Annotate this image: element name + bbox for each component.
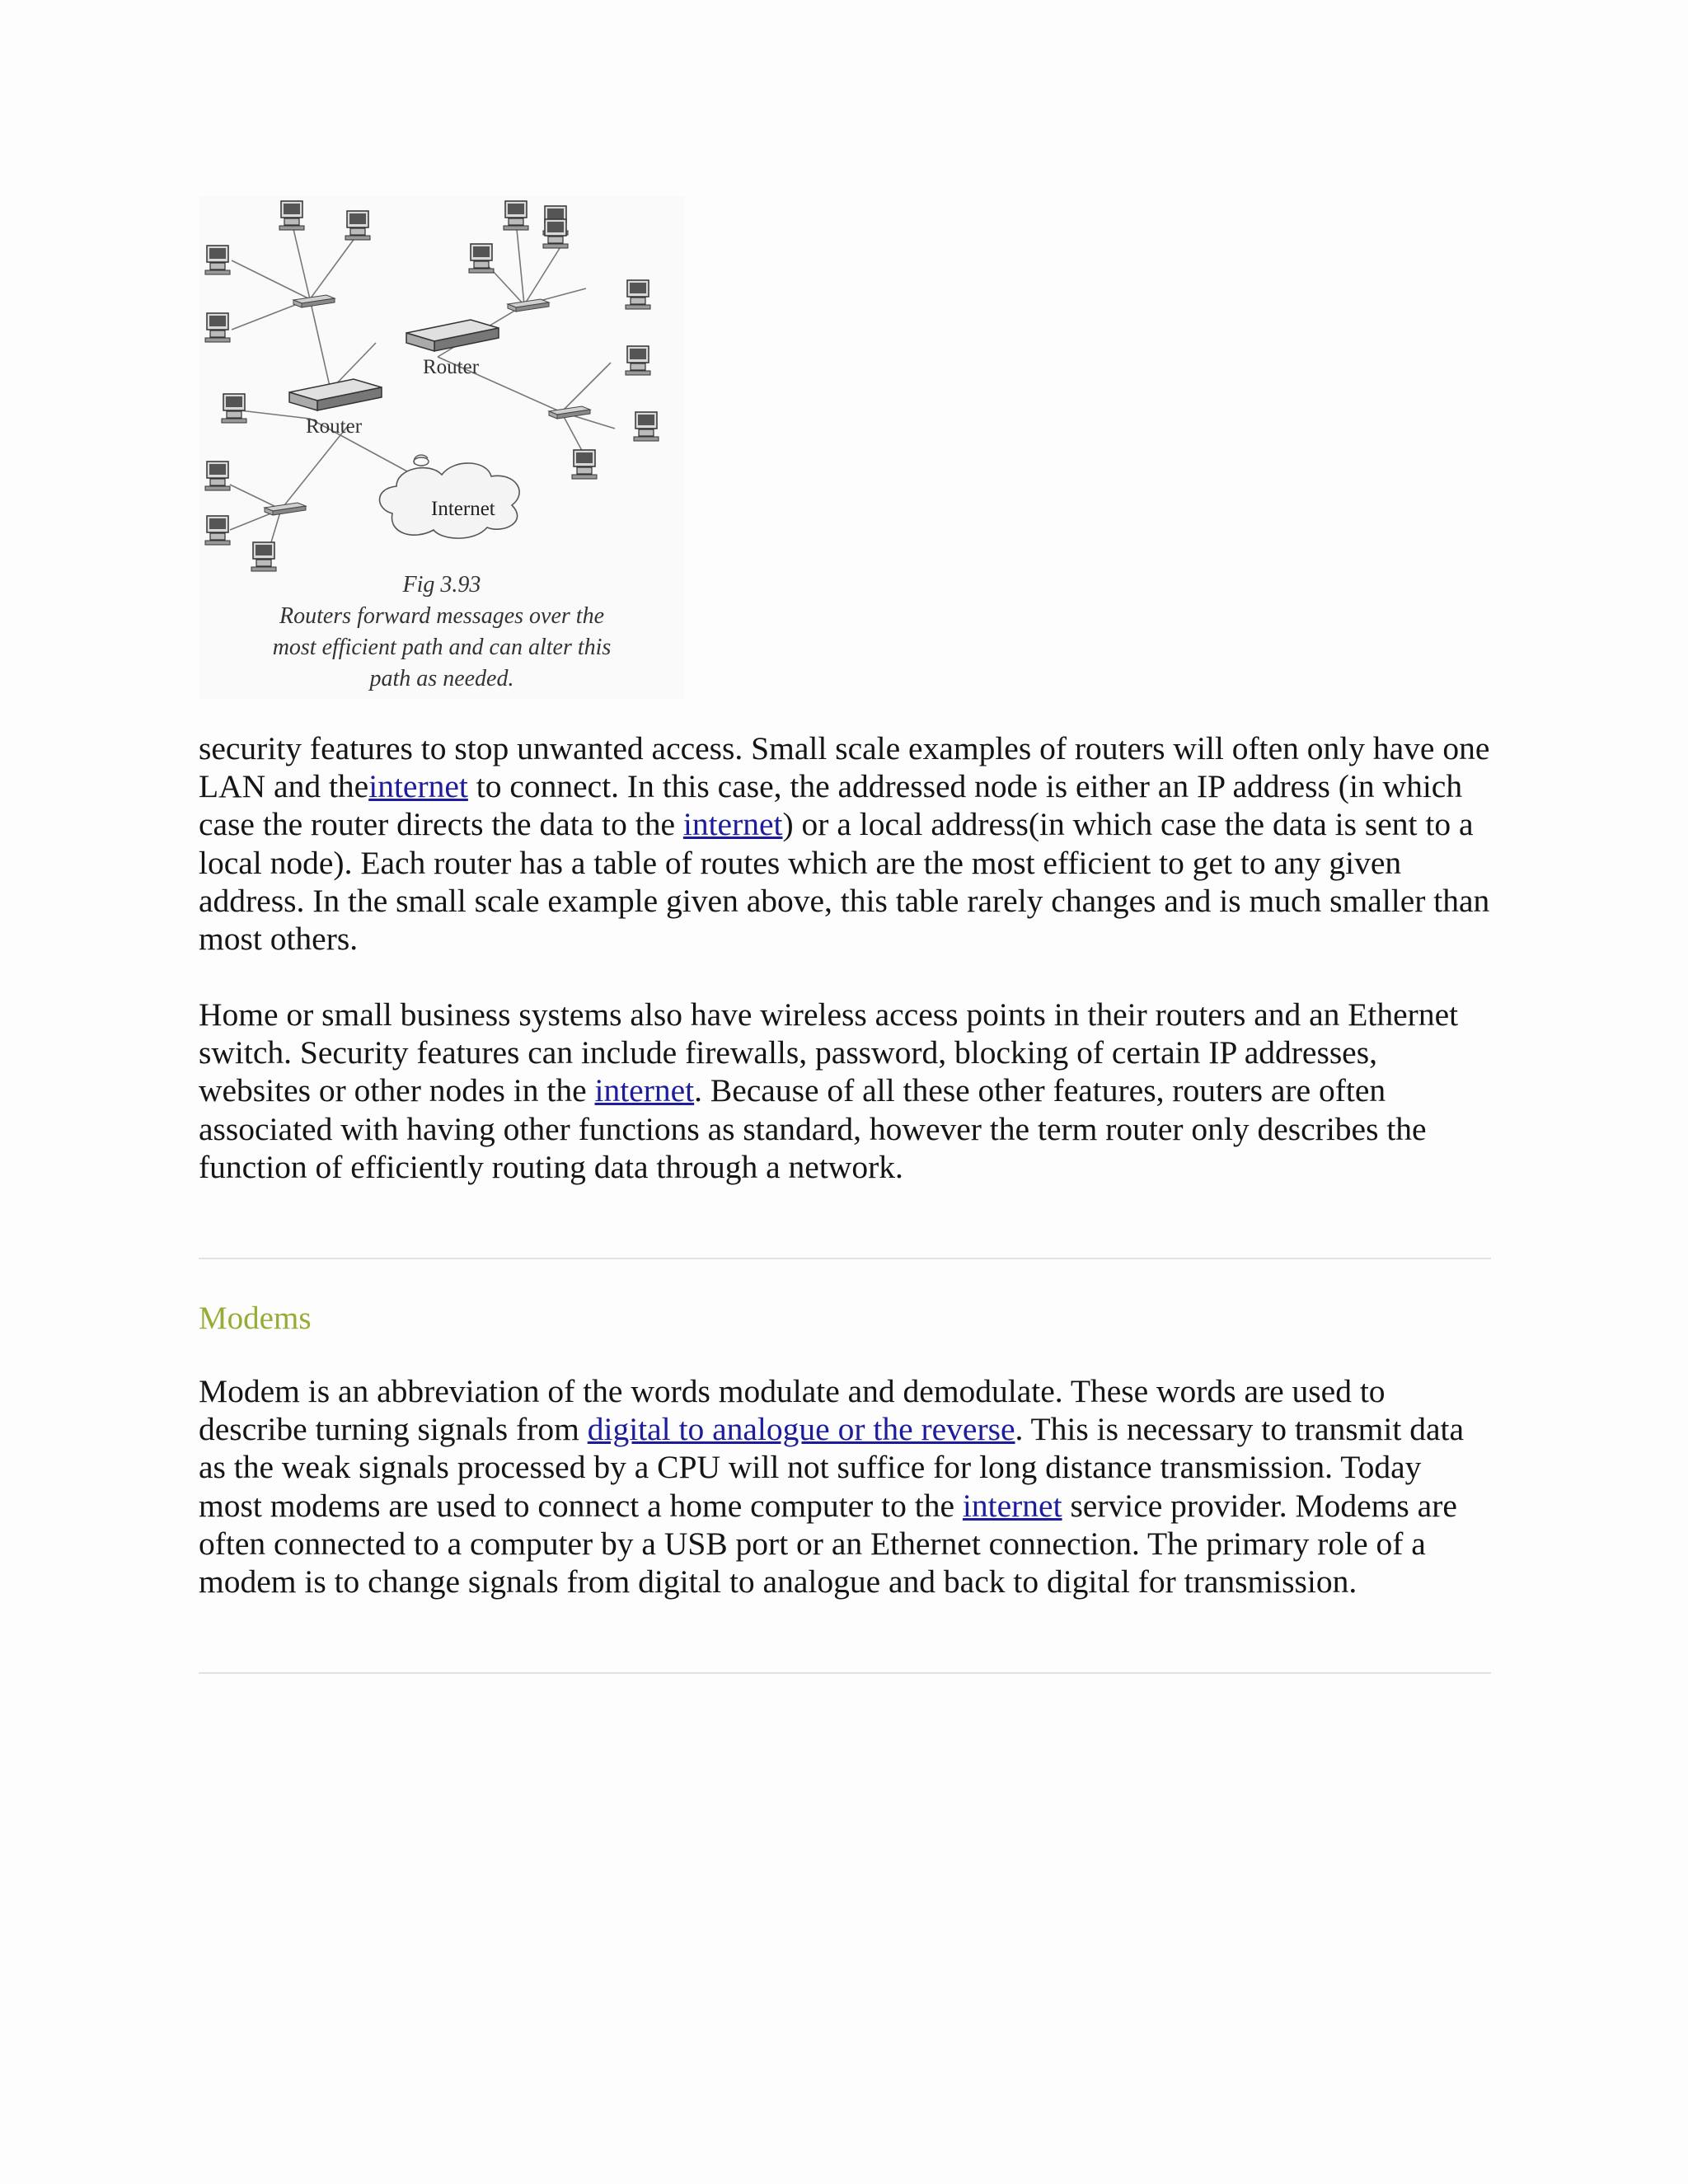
text-segment: service provider. Modems are often connected to a computer by a USB port or an Ethernet connection. The primary role of a modem is to change signals from digital to analogue and back to digital for transmission. — [199, 1487, 1457, 1601]
internet-link[interactable]: internet — [594, 1072, 695, 1109]
router-network-figure — [199, 196, 685, 699]
router-label-left: Router — [306, 415, 363, 438]
text-segment: security features to stop unwanted access. Small scale examples of routers will often only have one LAN and the — [199, 730, 1490, 805]
text-segment: to connect. In this case, the addressed node is either an IP address (in which case the router directs the data to the — [199, 768, 1463, 843]
figure-caption-line-2: most efficient path and can alter this — [272, 635, 612, 660]
internet-label: Internet — [431, 498, 495, 520]
modems-heading: Modems — [199, 1301, 312, 1336]
router-label-top: Router — [423, 356, 480, 378]
network-diagram — [199, 196, 685, 699]
text-segment: . Because of all these other features, routers are often associated with having other functions as standard, however the term router only describes the function of efficiently routing data through a network. — [199, 1072, 1427, 1185]
internet-link[interactable]: internet — [962, 1487, 1062, 1524]
modems-paragraph — [199, 1372, 1493, 1601]
internet-link[interactable]: internet — [368, 768, 468, 805]
text-segment: Modem is an abbreviation of the words modulate and demodulate. These words are used to describe turning signals from — [199, 1373, 1386, 1448]
figure-caption-line-1: Routers forward messages over the — [279, 603, 605, 629]
text-segment: Home or small business systems also have wireless access points in their routers and an Ethernet switch. Security features can include firewalls, password, blocking of certain IP addresses, websites or other nodes in the — [199, 996, 1459, 1109]
internet-link[interactable]: internet — [682, 806, 783, 843]
figure-number: Fig 3.93 — [402, 572, 481, 598]
digital-analogue-link[interactable]: digital to analogue or the reverse — [587, 1411, 1015, 1448]
figure-caption-line-3: path as needed. — [369, 666, 514, 691]
text-segment: ) or a local address(in which case the data is sent to a local node). Each router has a table of routes which are the most efficient to get to any given address. In the small scale example given above, this table rarely changes and is much smaller than most others. — [199, 806, 1490, 958]
section-divider — [199, 1258, 1491, 1259]
text-segment: . This is necessary to transmit data as the weak signals processed by a CPU will not suffice for long distance transmission. Today most modems are used to connect a home computer to the — [199, 1411, 1464, 1524]
router-paragraph-1 — [199, 729, 1493, 958]
router-paragraph-2 — [199, 996, 1493, 1186]
section-divider — [199, 1672, 1491, 1674]
